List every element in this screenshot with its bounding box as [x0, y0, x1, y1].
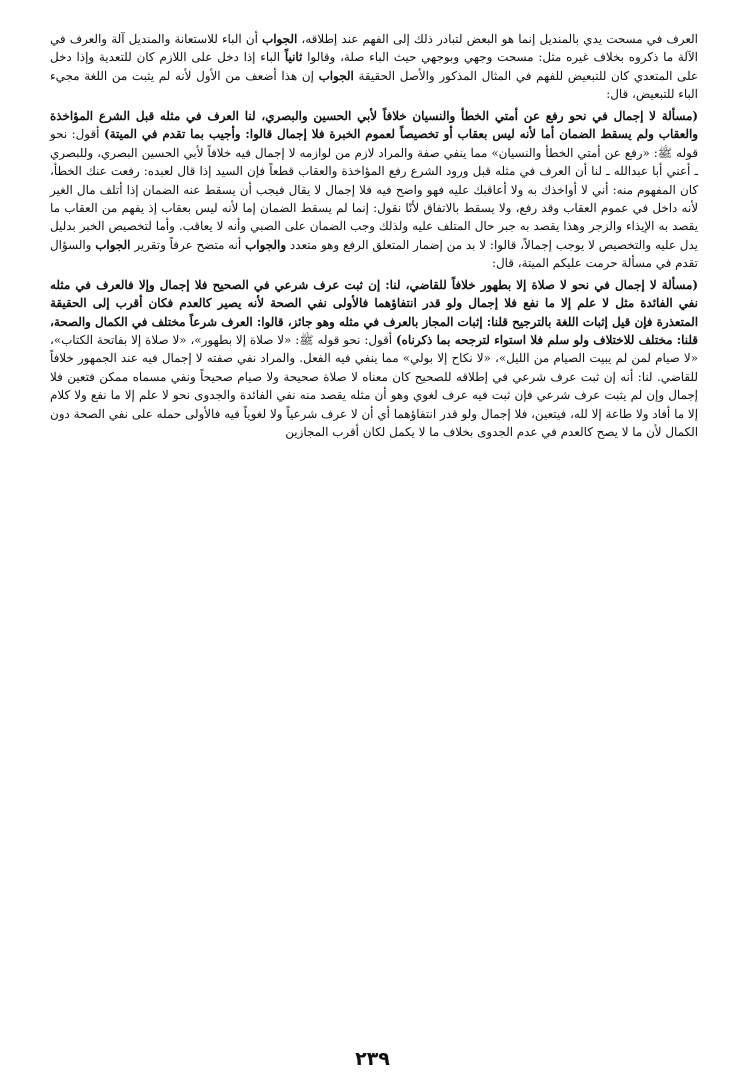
bold-text-segment: (مسألة لا إجمال في نحو لا صلاة إلا بطهور خلافاً للقاضي، لنا: إن ثبت عرف شرعي في الصحيح فلا إجمال وإلا فالعرف في مثله نفي الفائدة مثل لا علم إلا ما نفع فلا إجمال ولو قدر انتفاؤهما فالأولى نفي الصحة لأنه يصير كالعدم فكان أقرب إلى الحقيقة المتعذرة فإن قيل إثبات اللغة بالترجيح قلنا: إثبات المجاز بالعرف في مثله وهو جائز، قالوا: العرف شرعاً مختلف في الكمال والصحة، قلنا: مختلف للاختلاف ولو سلم فلا استواء لترجحه بما ذكرناه) [50, 277, 698, 347]
bold-text-segment: (مسألة لا إجمال في نحو رفع عن أمتي الخطأ والنسيان خلافاً لأبي الحسين والبصري، لنا العرف في مثله قبل الشرع المؤاخذة والعقاب ولم يسقط الضمان أما لأنه ليس بعقاب أو تخصيصاً لعموم الخبرة فلا إجمال قالوا: وأجيب بما تقدم في الميتة) [50, 108, 698, 142]
text-segment: أقول: نحو قوله ﷺ: «رفع عن أمتي الخطأ والنسيان» مما ينفي صفة والمراد لازم من لوازمه لا إجمال فيه خلافاً لأبي الحسين البصري، وللبصري ـ أعني أبا عبدالله ـ لنا أن العرف في مثله قبل ورود الشرع رفع المؤاخذة والعقاب قطعاً فإن السيد إذا قال لعبده: رفعت عنك الخطأ، كان المفهوم منه: أني لا أواخذك به ولا أعاقبك عليه فهو واضح فيه فلا إجمال لا يقال فيجب أن يسقط عنه الضمان إذا أتلف مال الغير لأنه داخل في عموم العقاب وقد رفع، ولا يسقط بالاتفاق لأنّا نقول: إنما لم يسقط الضمان إما لأنه ليس بعقاب إذ يفهم من العقاب ما يقصد به الإيذاء والزجر وهذا يقصد به جبر حال المتلف عليه ولذلك وجب الضمان على الصبي وأنه لا يعاقب. وأما لتخصيص الخبر بدليل يدل عليه والتخصيص لا يوجب إجمالاً، قالوا: لا بد من إضمار المتعلق الرفع وهو متعدد [50, 127, 698, 252]
paragraph [50, 107, 698, 273]
text-segment: الباء إذا دخل على اللازم كان للتعدية وإذا دخل على المتعدي كان للتبعيض للفهم في المثال المذكور والأصل الحقيقة [50, 50, 698, 83]
paragraph [50, 276, 698, 442]
bold-text-segment: والجواب [245, 237, 287, 252]
text-segment: أنه متضح عرفاً وتقرير [130, 237, 246, 252]
text-segment: أن الباء للاستعانة والمنديل آلة والعرف في الآلة ما ذكروه بخلاف غيره مثل: مسحت وجهي وبوجهي حيث الباء صلة، وقالوا [50, 32, 698, 65]
bold-text-segment: الجواب [95, 237, 131, 252]
bold-text-segment: ثانياً [284, 50, 303, 65]
text-segment: والسؤال تقدم في مسألة حرمت عليكم الميتة، قال: [50, 237, 698, 271]
page-number: ٢٣٩ [355, 1048, 390, 1070]
paragraph [50, 30, 698, 104]
bold-text-segment: الجواب [262, 32, 298, 46]
page-body [50, 30, 698, 1050]
bold-text-segment: الجواب [318, 68, 354, 83]
text-segment: العرف في مسحت يدي بالمنديل إنما هو البعض لتبادر ذلك إلى الفهم عند إطلاقه، [297, 32, 698, 46]
text-segment: إن هذا أضعف من الأول لأنه لم يثبت من اللغة مجيء الباء للتبعيض، قال: [50, 68, 698, 102]
text-segment: أقول: نحو قوله ﷺ: «لا صلاة إلا بطهور»، «لا صلاة إلا بفاتحة الكتاب»، «لا صيام لمن لم يبيت الصيام من الليل»، «لا نكاح إلا بولي» مما ينفي فيه الفعل. والمراد نفي صفته لا إجمال فيه عند الجمهور خلافاً للقاضي. لنا: أنه إن ثبت عرف شرعي في إطلاقه للصحيح كان معناه لا صلاة صحيحة ولا صيام صحيحاً ونفي مسماه ممكن فتعين فلا إجمال وإن لم يثبت عرف شرعي فإن ثبت فيه عرف لغوي وهو أن مثله يقصد منه نفي الفائدة والجدوى نحو لا علم إلا ما نفع ولا كلام إلا ما أفاد ولا طاعة إلا لله، فيتعين، فلا إجمال ولو قدر انتفاؤهما أي أن لا عرف شرعياً ولا لغوياً فيه فالأولى حمله على نفي الصحة دون الكمال لأن ما لا يصح كالعدم في عدم الجدوى بخلاف ما لا يكمل لكان أقرب المجازين [50, 333, 698, 440]
